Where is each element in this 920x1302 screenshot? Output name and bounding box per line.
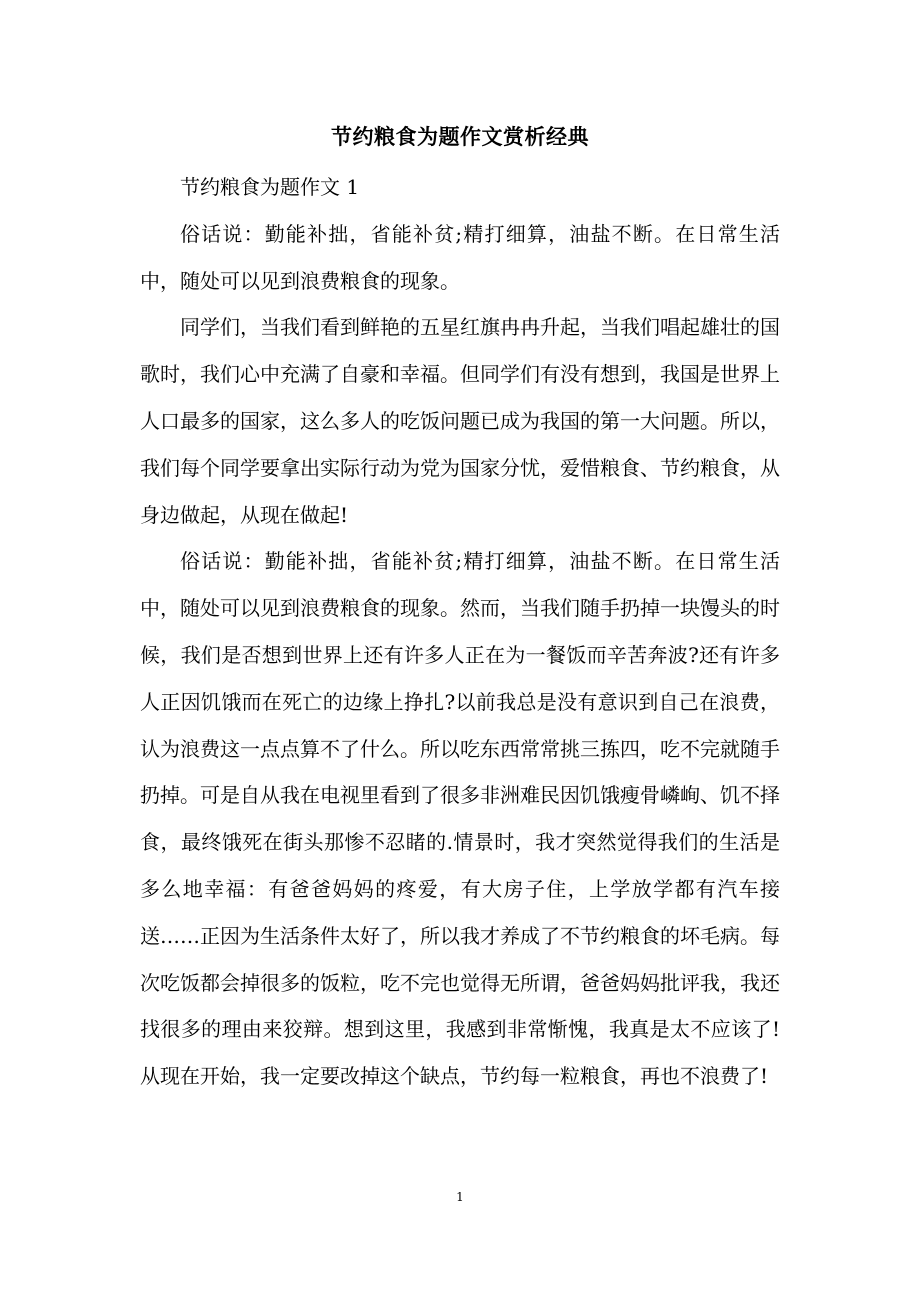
body-paragraph: 俗话说：勤能补拙，省能补贫;精打细算，油盐不断。在日常生活中，随处可以见到浪费粮食的现象。 bbox=[140, 221, 780, 293]
page-number: 1 bbox=[456, 1190, 464, 1204]
document-body bbox=[140, 164, 780, 1100]
body-paragraph: 俗话说：勤能补拙，省能补贫;精打细算，油盐不断。在日常生活中，随处可以见到浪费粮食的现象。然而，当我们随手扔掉一块馒头的时候，我们是否想到世界上还有许多人正在为一餐饭而辛苦奔波?还有许多人正因饥饿而在死亡的边缘上挣扎?以前我总是没有意识到自己在浪费，认为浪费这一点点算不了什么。所以吃东西常常挑三拣四，吃不完就随手扔掉。可是自从我在电视里看到了很多非洲难民因饥饿瘦骨嶙峋、饥不择食，最终饿死在街头那惨不忍睹的.情景时，我才突然觉得我们的生活是多么地幸福：有爸爸妈妈的疼爱，有大房子住，上学放学都有汽车接送……正因为生活条件太好了，所以我才养成了不节约粮食的坏毛病。每次吃饭都会掉很多的饭粒，吃不完也觉得无所谓，爸爸妈妈批评我，我还找很多的理由来狡辩。想到这里，我感到非常惭愧，我真是太不应该了!从现在开始，我一定要改掉这个缺点，节约每一粒粮食，再也不浪费了! bbox=[140, 549, 780, 1089]
body-paragraph: 同学们，当我们看到鲜艳的五星红旗冉冉升起，当我们唱起雄壮的国歌时，我们心中充满了自豪和幸福。但同学们有没有想到，我国是世界上人口最多的国家，这么多人的吃饭问题已成为我国的第一大问题。所以，我们每个同学要拿出实际行动为党为国家分忧，爱惜粮食、节约粮食，从身边做起，从现在做起! bbox=[140, 315, 780, 527]
subtitle-paragraph: 节约粮食为题作文 1 bbox=[180, 175, 360, 199]
document-title: 节约粮食为题作文赏析经典 bbox=[331, 124, 589, 149]
